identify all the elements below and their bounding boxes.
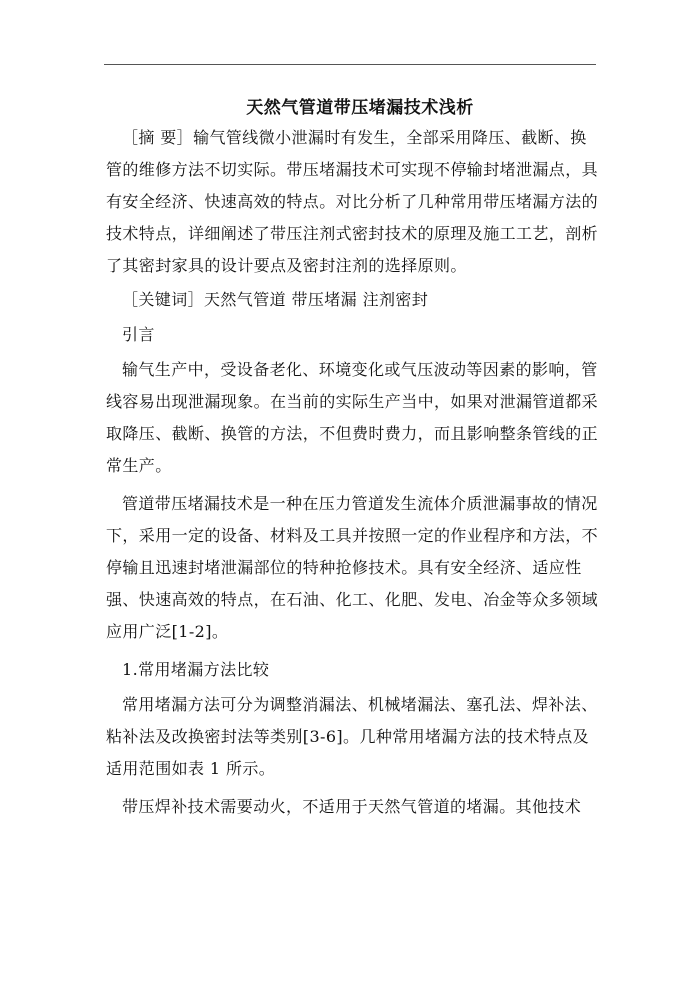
abstract-paragraph: ［摘 要］输气管线微小泄漏时有发生，全部采用降压、截断、换管的维修方法不切实际。带压堵漏技术可实现不停输封堵泄漏点，具有安全经济、快速高效的特点。对比分析了几种常用带压堵漏方法的技术特点，详细阐述了带压注剂式密封技术的原理及施工工艺，剖析了其密封家具的设计要点及密封注剂的选择原则。 bbox=[106, 128, 599, 275]
document-body bbox=[106, 122, 600, 829]
body-paragraph: 常用堵漏方法可分为调整消漏法、机械堵漏法、塞孔法、焊补法、粘补法及改换密封法等类别[3-6]。几种常用堵漏方法的技术特点及适用范围如表 1 所示。 bbox=[106, 695, 598, 778]
document-title: 天然气管道带压堵漏技术浅析 bbox=[246, 98, 474, 118]
header-rule bbox=[104, 64, 596, 65]
section-heading: 1.常用堵漏方法比较 bbox=[122, 660, 270, 679]
body-paragraph: 带压焊补技术需要动火，不适用于天然气管道的堵漏。其他技术 bbox=[122, 797, 582, 816]
intro-heading: 引言 bbox=[122, 325, 155, 344]
keywords-paragraph: ［关键词］天然气管道 带压堵漏 注剂密封 bbox=[122, 290, 429, 309]
body-paragraph: 管道带压堵漏技术是一种在压力管道发生流体介质泄漏事故的情况下，采用一定的设备、材料及工具并按照一定的作业程序和方法，不停输且迅速封堵泄漏部位的特种抢修技术。具有安全经济、适应性强、快速高效的特点，在石油、化工、化肥、发电、冶金等众多领域应用广泛[1-2]。 bbox=[106, 494, 599, 641]
body-paragraph: 输气生产中，受设备老化、环境变化或气压波动等因素的影响，管线容易出现泄漏现象。在当前的实际生产当中，如果对泄漏管道都采取降压、截断、换管的方法，不但费时费力，而且影响整条管线的正常生产。 bbox=[106, 360, 599, 475]
